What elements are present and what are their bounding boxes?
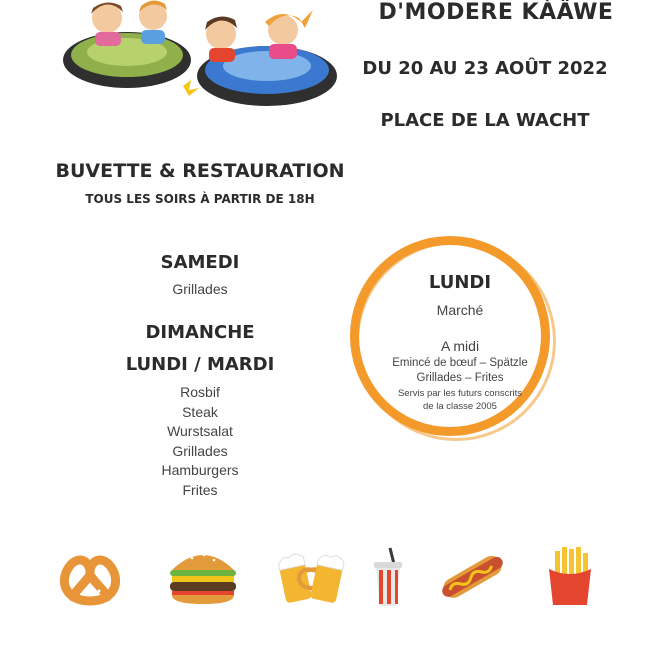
lundi-heading: LUNDI xyxy=(428,272,492,293)
buvette-title: BUVETTE & RESTAURATION xyxy=(55,160,345,182)
hotdog-icon xyxy=(438,547,506,605)
lundi-line2: Grillades – Frites xyxy=(416,372,504,384)
lundi-event: Marché xyxy=(436,302,484,318)
fries-icon xyxy=(545,545,595,607)
burger-icon xyxy=(166,546,240,606)
list-item: Frites xyxy=(182,481,218,498)
beer-mugs-icon xyxy=(276,545,348,607)
event-title: D'MODERE KÀÄWE xyxy=(378,0,614,25)
event-dates: DU 20 AU 23 AOÛT 2022 xyxy=(362,58,608,79)
dimanche-heading: DIMANCHE xyxy=(145,322,255,343)
lundi-line1: Emincé de bœuf – Spätzle xyxy=(392,357,528,369)
bumper-cars-illustration xyxy=(55,0,345,112)
lundi-mardi-heading: LUNDI / MARDI xyxy=(125,354,275,375)
list-item: Hamburgers xyxy=(161,462,239,478)
samedi-heading: SAMEDI xyxy=(160,252,240,273)
event-place: PLACE DE LA WACHT xyxy=(380,110,590,131)
list-item: Steak xyxy=(182,403,218,420)
list-item: Grillades xyxy=(172,442,228,459)
lundi-note1: Servis par les futurs conscrits xyxy=(397,388,523,399)
list-item: Wurstsalat xyxy=(167,423,233,439)
samedi-menu: Grillades xyxy=(172,281,228,297)
soda-cup-icon xyxy=(368,546,408,608)
dimanche-menu-list xyxy=(100,383,300,500)
buvette-subtitle: TOUS LES SOIRS À PARTIR DE 18H xyxy=(85,192,315,206)
list-item: Rosbif xyxy=(180,384,220,400)
pretzel-icon xyxy=(55,545,125,607)
lundi-time: A midi xyxy=(440,338,480,354)
lundi-note2: de la classe 2005 xyxy=(423,401,497,412)
